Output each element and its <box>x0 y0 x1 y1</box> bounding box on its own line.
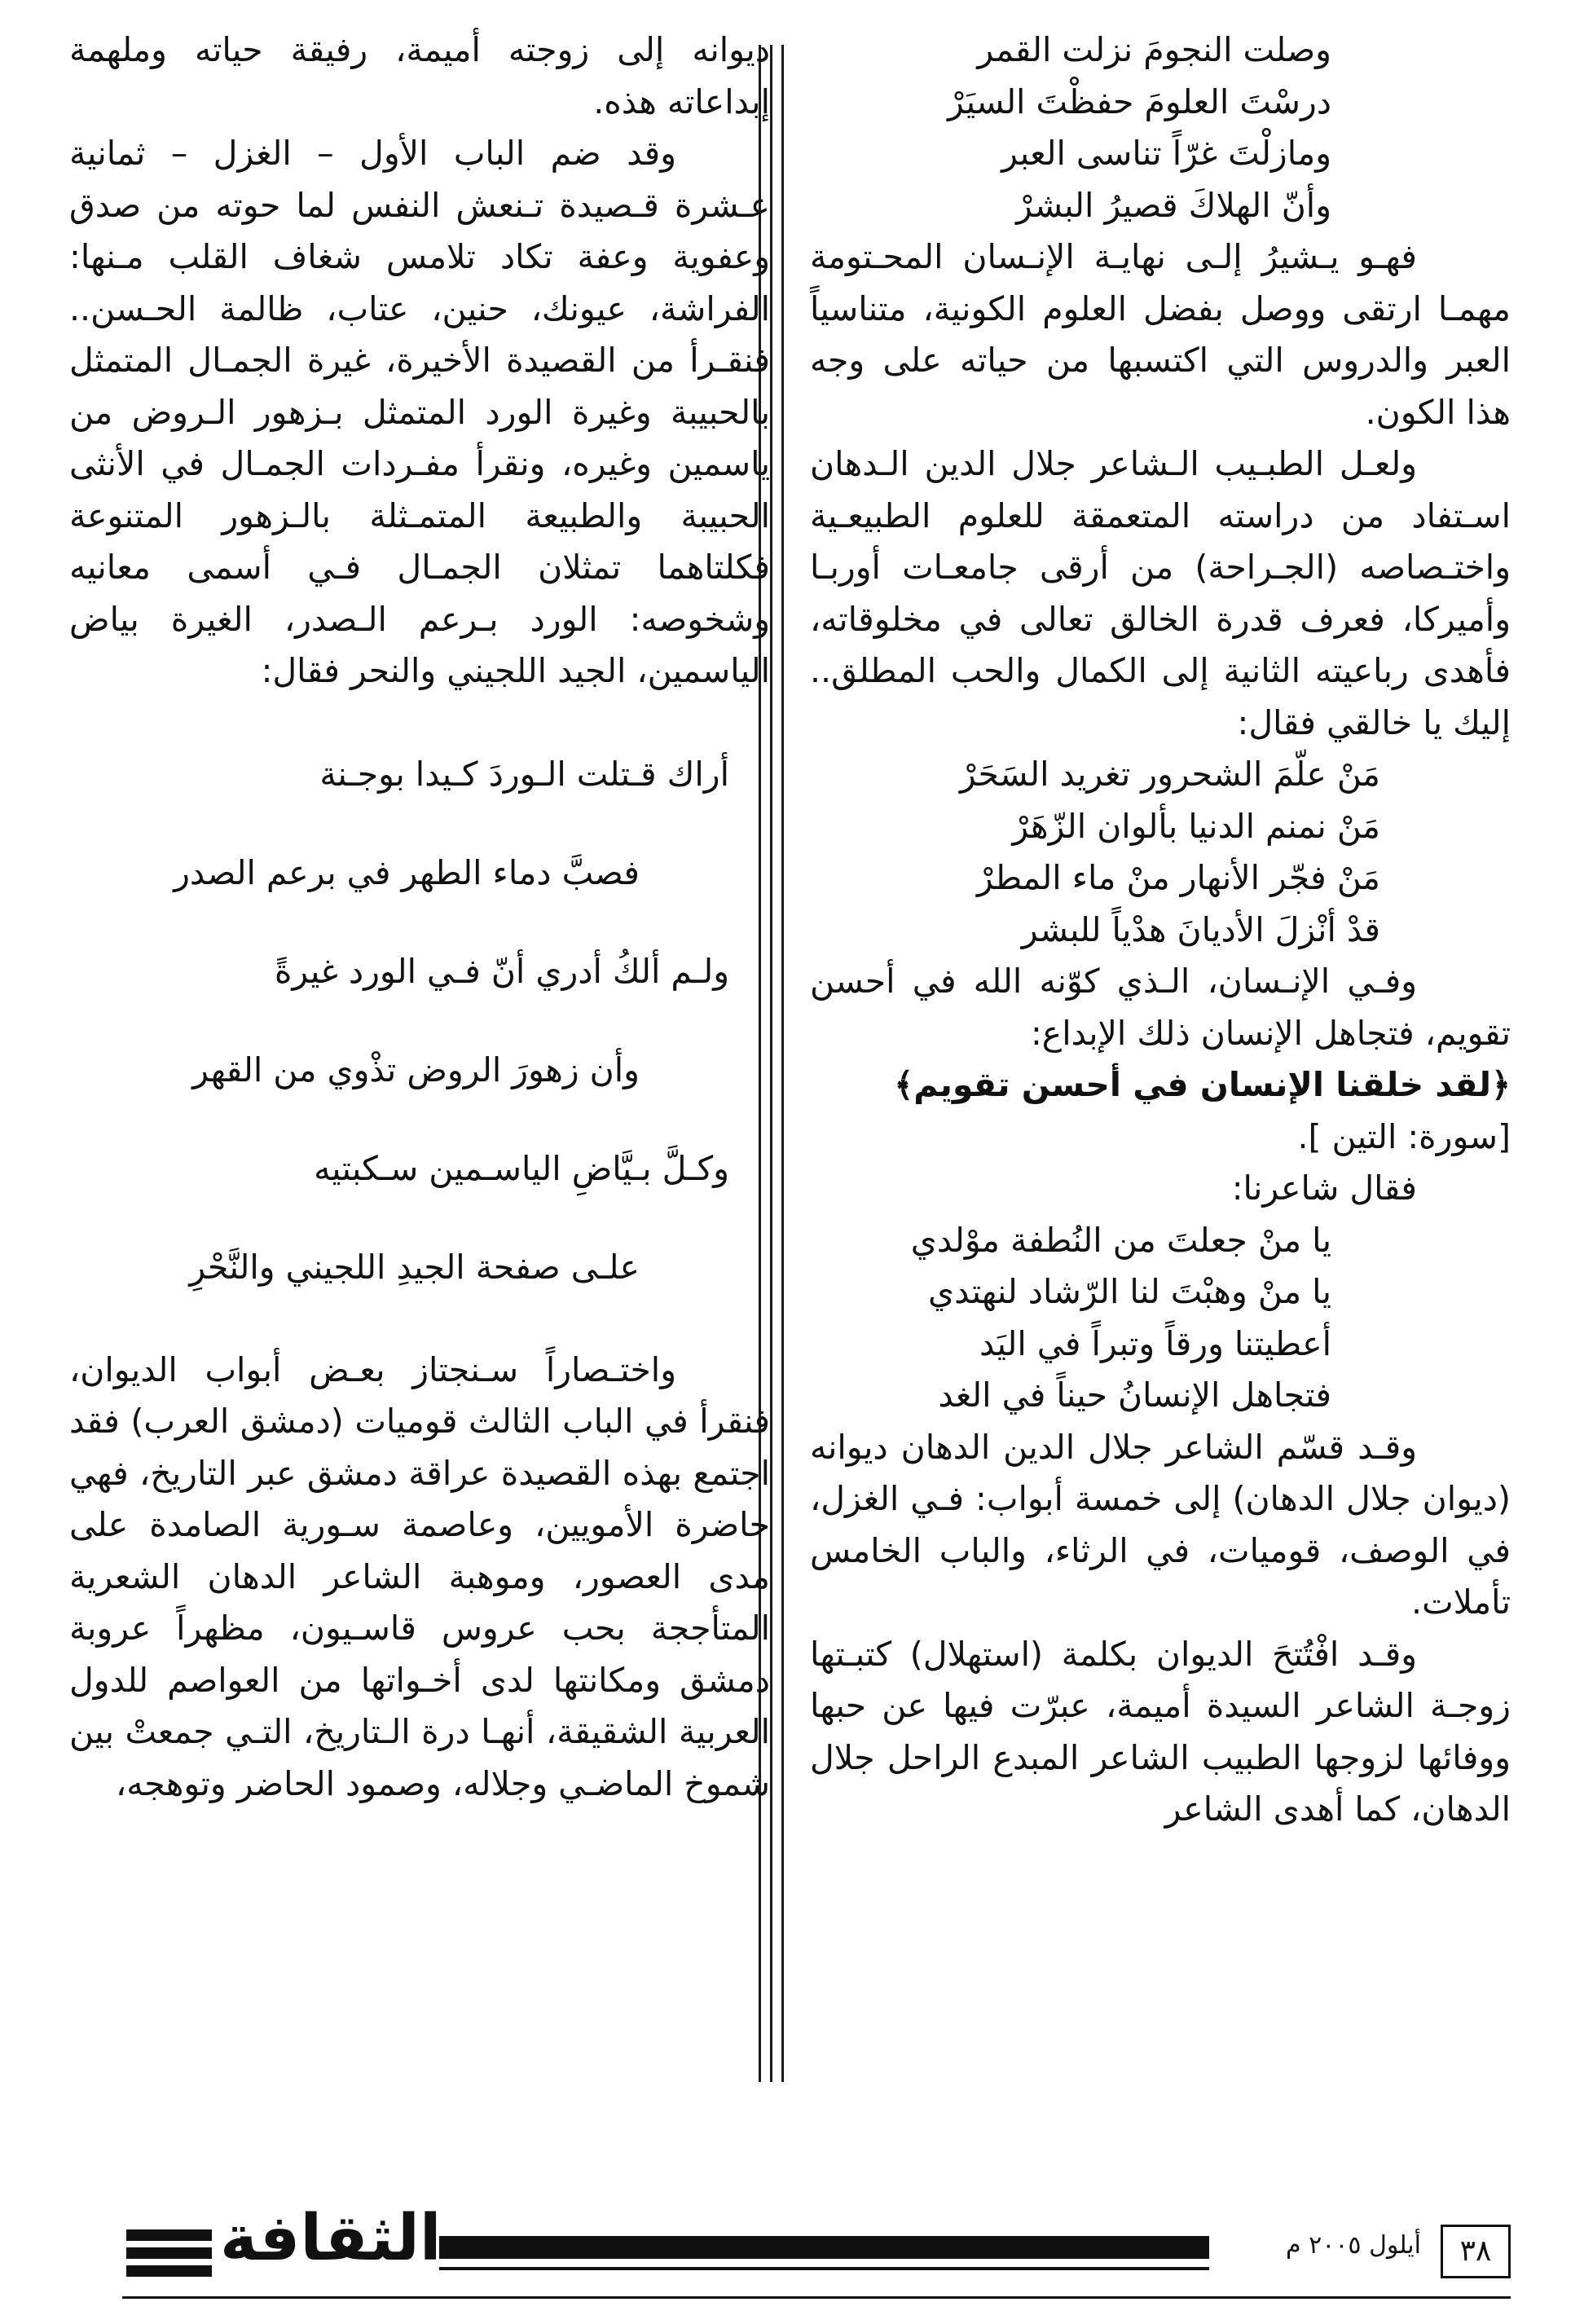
paragraph: ديوانه إلى زوجته أميمة، رفيقة حياته وملهمة إبداعاته هذه. <box>69 30 770 121</box>
poem-line: ولـم ألكُ أدري أنّ فـي الورد غيرةً <box>274 951 729 991</box>
poem-block <box>69 725 770 1317</box>
verse-line: يا منْ وهبْتَ لنا الرّشاد لنهتدي <box>927 1272 1331 1311</box>
paragraph: فقال شاعرنا: <box>1231 1169 1417 1208</box>
verse-line: قدْ أنْزلَ الأديانَ هدْياً للبشر <box>1021 909 1380 949</box>
footer-rule <box>439 2267 1209 2270</box>
paragraph: واختـصاراً سـنجتاز بعـض أبواب الديوان، فنقرأ في الباب الثالث قوميات (دمشق العرب) فقد اجتمع بهذه القصيدة عراقة دمشق عبر التاريخ، فهي حاضرة الأمويين، وعاصمة سـورية الصامدة على مدى العصور، وموهبة الشاعر الدهان الشعرية المتأججة بحب عروس قاسـيون، مظهراً عروبة دمشق ومكانتها لدى أخـواتها من العواصم للدول العربية الشقيقة، أنهـا درة الـتاريخ، التـي جمعتْ بين شموخ الماضـي وجلاله، وصمود الحاضر وتوهجه، <box>69 1349 770 1803</box>
verse-line: مَنْ علّمَ الشحرور تغريد السَحَرْ <box>959 755 1380 794</box>
sura-reference: [سورة: التين ]. <box>1297 1116 1511 1156</box>
verse-line: مَنْ نمنم الدنيا بألوان الزّهَرْ <box>1012 806 1380 846</box>
paragraph: وقـد افْتُتحَ الديوان بكلمة (استهلال) كتبـتها زوجـة الشاعر السيدة أميمة، عبرّت فيها عن حبها ووفائها لزوجها الطبيب الشاعر المبدع الراحل جلال الدهان، كما أهدى الشاعر <box>810 1634 1511 1829</box>
verse-line: مَنْ فجّر الأنهار منْ ماء المطرْ <box>976 858 1380 897</box>
verse-line: ومازلْتَ غرّاً تناسى العبر <box>1001 134 1331 173</box>
quran-verse: ﴿لقد خلقنا الإنسان في أحسن تقويم﴾ <box>894 1065 1511 1104</box>
verse-line: وصلت النجومَ نزلت القمر <box>977 30 1331 69</box>
verse-line: وأنّ الهلاكَ قصيرُ البشرْ <box>1015 185 1331 225</box>
verses-block-2 <box>810 749 1511 956</box>
footer-bar <box>439 2236 1209 2259</box>
paragraph: وقد ضم الباب الأول – الغزل – ثمانية عـشرة قـصيدة تـنعش النفس لما حوته من صدق وعفوية وعفة تكاد تلامس شغاف القلب مـنها: الفراشة، عيونك، حنين، عتاب، ظالمة الحـسن.. فنقـرأ من القصيدة الأخيرة، غيرة الجمـال المتمثل بالحبيبة وغيرة الورد المتمثل بـزهور الـروض من ياسمين وغيره، ونقرأ مفـردات الجمـال في الأنثى الحبيبة والطبيعة المتمـثلة بالـزهور المتنوعة فكلتاهما تمثلان الجمـال فـي أسمى معانيه وشخوصه: الورد بـرعم الـصدر، الغيرة بياض الياسمين، الجيد اللجيني والنحر فقال: <box>69 134 770 690</box>
poem-line: علـى صفحة الجيدِ اللجيني والنَّحْرِ <box>189 1247 640 1287</box>
verse-line: فتجاهل الإنسانُ حيناً في الغد <box>938 1375 1331 1415</box>
verse-line: يا منْ جعلتَ من النُطفة موْلدي <box>910 1220 1331 1260</box>
poem-line: أراك قـتلت الـوردَ كـيدا بوجـنة <box>319 754 729 794</box>
verses-block-1 <box>810 24 1511 231</box>
magazine-logo: الثقافة <box>220 2202 442 2275</box>
paragraph: ولعـل الطبـيب الـشاعر جلال الدين الـدهان اسـتفاد من دراسته المتعمقة للعلوم الطبيعـية واختـصاصه (الجـراحة) من أرقى جامعـات أوربـا وأميركا، فعرف قدرة الخالق تعالى في مخلوقاته، فأهدى رباعيته الثانية إلى الكمال والحب المطلق.. إليك يا خالقي فقال: <box>810 444 1511 742</box>
page-footer <box>0 2200 1584 2298</box>
logo-bar <box>126 2265 212 2277</box>
logo-bar <box>126 2247 212 2259</box>
issue-date: أيلول ٢٠٠٥ م <box>1285 2231 1421 2260</box>
poem-line: فصبَّ دماء الطهر في برعم الصدر <box>174 852 640 892</box>
left-column <box>69 24 770 1810</box>
right-column <box>810 24 1511 1836</box>
paragraph: وقـد قسّم الشاعر جلال الدين الدهان ديوانه (ديوان جلال الدهان) إلى خمسة أبواب: فـي الغزل، في الوصف، قوميات، في الرثاء، والباب الخامس تأملات. <box>810 1427 1511 1622</box>
bottom-rule <box>122 2296 1511 2299</box>
logo-bar <box>126 2229 212 2241</box>
paragraph: فهـو يـشيرُ إلـى نهايـة الإنـسان المحـتومة مهمـا ارتقى ووصل بفضل العلوم الكونية، متناسياً العبر والدروس التي اكتسبها من حياته على وجه هذا الكون. <box>810 237 1511 432</box>
poem-line: وكـلَّ بـيَّاضِ الياسـمين سـكبتيه <box>314 1148 729 1188</box>
verses-block-3 <box>810 1215 1511 1422</box>
paragraph: وفـي الإنـسان، الـذي كوّنه الله في أحسن تقويم، فتجاهل الإنسان ذلك الإبداع: <box>810 962 1511 1053</box>
poem-line: وأن زهورَ الروض تذْوي من القهر <box>192 1050 640 1089</box>
verse-line: أعطيتنا ورقاً وتبراً في اليَد <box>979 1323 1331 1363</box>
verse-line: درسْتَ العلومَ حفظْتَ السيَرْ <box>948 81 1331 121</box>
page-number: ٣٨ <box>1441 2225 1511 2278</box>
